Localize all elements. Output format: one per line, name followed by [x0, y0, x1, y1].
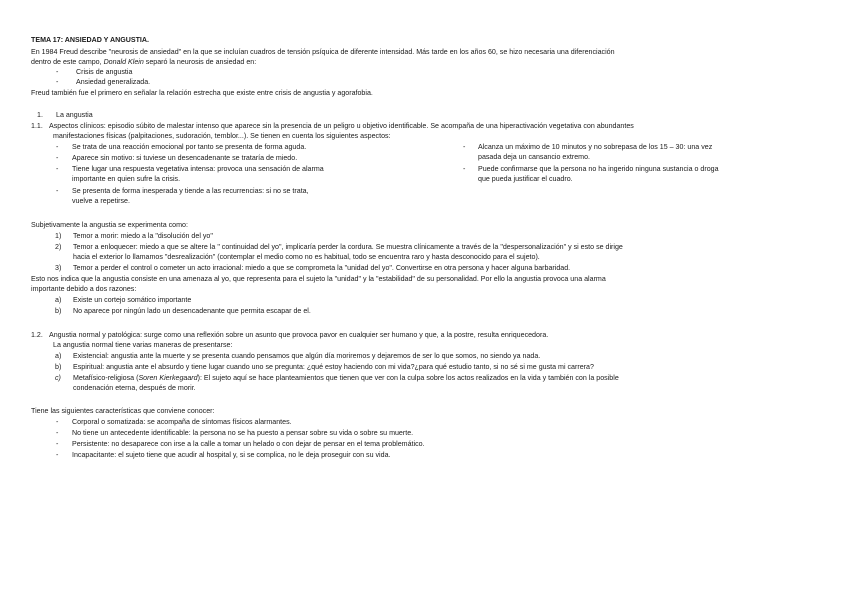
list-bullet: - — [56, 154, 59, 162]
list-bullet: - — [56, 418, 59, 426]
enum-letter: a) — [55, 296, 62, 304]
aspect-item: Alcanza un máximo de 10 minutos y no sobrepasa de los 15 – 30: una vez — [478, 143, 713, 151]
form-spiritual: Espiritual: angustia ante el absurdo y tiene lugar cuando uno se pregunta: ¿qué estoy haciendo con mi vida?¿para qué estudio tanto, si no sé si me gusta mi carrera? — [73, 363, 594, 371]
fear-madness: Temor a enloquecer: miedo a que se altere la " continuidad del yo", implicaría perder la cordura. Se muestra clínicamente a través de la "despersonalización" y si esto se dirige — [73, 243, 623, 251]
list-bullet: - — [56, 451, 59, 459]
characteristic-item: Incapacitante: el sujeto tiene que acudir al hospital y, si se complica, no le deja proseguir con su vida. — [72, 451, 391, 459]
enum-letter: a) — [55, 352, 62, 360]
subjective-title: Subjetivamente la angustia se experimenta como: — [31, 221, 188, 229]
list-bullet: - — [56, 143, 59, 151]
characteristic-item: Corporal o somatizada: se acompaña de síntomas físicos alarmantes. — [72, 418, 292, 426]
list-bullet: - — [56, 68, 59, 76]
threat-paragraph-1: Esto nos indica que la angustia consiste en una amenaza al yo, que representa para el sujeto la "unidad" y la "estabilidad" de su personalidad. Por ello la angustia provoca una alarma — [31, 275, 606, 283]
aspect-item-cont: importante en quien sufre la crisis. — [72, 175, 181, 183]
fear-die: Temor a morir: miedo a la "disolución del yo" — [73, 232, 213, 240]
aspect-item-cont: pasada deja un cansancio extremo. — [478, 153, 590, 161]
clinical-line-1: Aspectos clínicos: episodio súbito de malestar intenso que aparece sin la presencia de un peligro u objetivo identificable. Se acompaña de una hiperactivación vegetativa con abundantes — [49, 122, 634, 130]
aspect-item: Se trata de una reacción emocional por tanto se presenta de forma aguda. — [72, 143, 307, 151]
enum-number: 3) — [55, 264, 62, 272]
subsection-number: 1.1. — [31, 122, 43, 130]
form-existential: Existencial: angustia ante la muerte y se presenta cuando pensamos que algún día moriremos y dejaremos de ser lo que somos, no siendo ya nada. — [73, 352, 541, 360]
enum-letter: b) — [55, 307, 62, 315]
section-title: La angustia — [56, 111, 93, 119]
reason-a: Existe un cortejo somático importante — [73, 296, 192, 304]
list-bullet: - — [56, 187, 59, 195]
subsection-number: 1.2. — [31, 331, 43, 339]
reason-b: No aparece por ningún lado un desencadenante que permita escapar de el. — [73, 307, 311, 315]
characteristic-item: No tiene un antecedente identificable: la persona no se ha puesto a pensar sobre su vida o sobre su muerte. — [72, 429, 414, 437]
aspect-item-cont: vuelve a repetirse. — [72, 197, 130, 205]
enum-letter: b) — [55, 363, 62, 371]
form-metaphysical: Metafísico-religiosa (Soren Kierkegaard): El sujeto aquí se hace planteamientos que tienen que ver con la culpa sobre los actos realizados en la vida y también con la posible — [73, 374, 619, 382]
intro-item-crisis: Crisis de angustia — [76, 68, 133, 76]
aspect-item: Aparece sin motivo: si tuviese un desencadenante se trataría de miedo. — [72, 154, 298, 162]
aspect-item: Tiene lugar una respuesta vegetativa intensa: provoca una sensación de alarma — [72, 165, 324, 173]
section-number: 1. — [37, 111, 43, 119]
list-bullet: - — [463, 143, 466, 151]
characteristic-item: Persistente: no desaparece con irse a la calle a tomar un helado o con dejar de pensar en el tema problemático. — [72, 440, 425, 448]
clinical-line-2: manifestaciones físicas (palpitaciones, sudoración, temblor...). Se tienen en cuenta los siguientes aspectos: — [53, 132, 391, 140]
list-bullet: - — [463, 165, 466, 173]
intro-line-1: En 1984 Freud describe "neurosis de ansiedad" en la que se incluían cuadros de tensión psíquica de diferente intensidad. Más tarde en los años 60, se hizo necesaria una diferenciación — [31, 48, 615, 56]
form-metaphysical-cont: condenación eterna, después de morir. — [73, 384, 196, 392]
aspect-item-cont: que pueda justificar el cuadro. — [478, 175, 573, 183]
characteristics-title: Tiene las siguientes características que conviene conocer: — [31, 407, 215, 415]
aspect-item: Puede confirmarse que la persona no ha ingerido ninguna sustancia o droga — [478, 165, 719, 173]
enum-number: 1) — [55, 232, 62, 240]
list-bullet: - — [56, 440, 59, 448]
threat-paragraph-2: importante debido a dos razones: — [31, 285, 137, 293]
intro-line-2: dentro de este campo, Donald Klein separó la neurosis de ansiedad en: — [31, 58, 257, 66]
fear-madness-cont: hacia el exterior lo llamamos "desrealización" (contemplar el medio como no es habitual, todo se encuentra raro y hasta desconocido para el sujeto). — [73, 253, 540, 261]
intro-item-ansiedad: Ansiedad generalizada. — [76, 78, 151, 86]
normal-pathological-line: Angustia normal y patológica: surge como una reflexión sobre un asunto que provoca pavor en cualquier ser humano y que, a la postre, resulta enriquecedora. — [49, 331, 549, 339]
list-bullet: - — [56, 78, 59, 86]
enum-number: 2) — [55, 243, 62, 251]
aspect-item: Se presenta de forma inesperada y tiende a las recurrencias: si no se trata, — [72, 187, 309, 195]
list-bullet: - — [56, 429, 59, 437]
normal-forms-line: La angustia normal tiene varias maneras de presentarse: — [53, 341, 233, 349]
enum-letter: c) — [55, 374, 61, 382]
list-bullet: - — [56, 165, 59, 173]
fear-control: Temor a perder el control o cometer un acto irracional: miedo a que se comprometa la "unidad del yo". Convertirse en otra persona y hacer alguna barbaridad. — [73, 264, 571, 272]
intro-freud-line: Freud también fue el primero en señalar la relación estrecha que existe entre crisis de angustia y agorafobia. — [31, 89, 373, 97]
doc-title: TEMA 17: ANSIEDAD Y ANGUSTIA. — [31, 36, 149, 44]
